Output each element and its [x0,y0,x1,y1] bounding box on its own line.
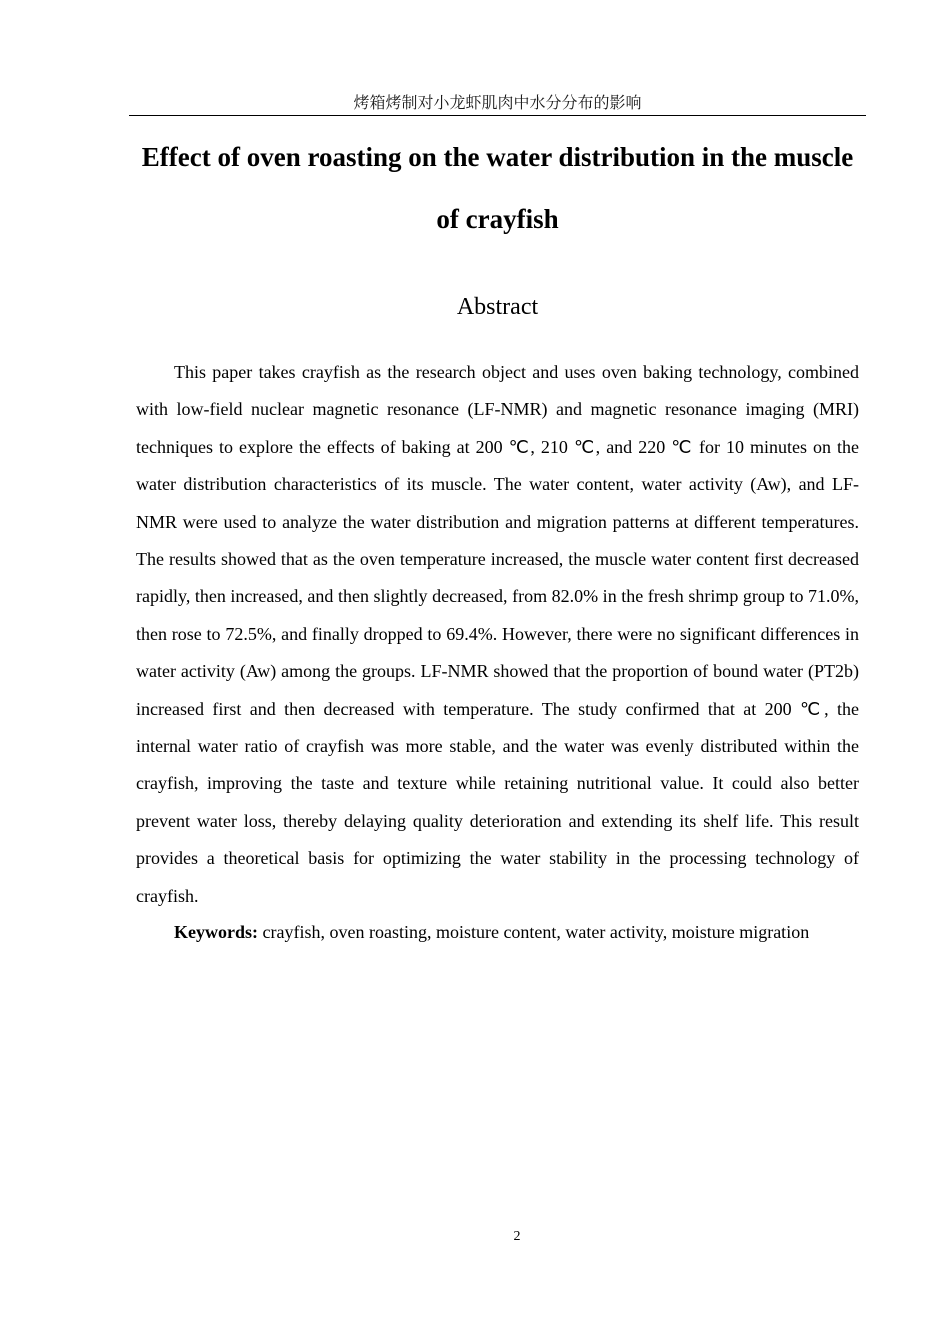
keywords-label: Keywords: [174,922,258,942]
keywords-line [136,914,859,950]
paper-title: Effect of oven roasting on the water distribution in the muscle of crayfish [141,142,854,234]
abstract-heading: Abstract [456,294,539,320]
abstract-body: This paper takes crayfish as the research object and uses oven baking technology, combined with low-field nuclear magnetic resonance (LF-NMR) and magnetic resonance imaging (MRI) techniques to explore the effects of baking at 200 ℃, 210 ℃, and 220 ℃ for 10 minutes on the water distribution characteristics of its muscle. The water content, water activity (Aw), and LF-NMR were used to analyze the water distribution and migration patterns at different temperatures. The results showed that as the oven temperature increased, the muscle water content first decreased rapidly, then increased, and then slightly decreased, from 82.0% in the fresh shrimp group to 71.0%, then rose to 72.5%, and finally dropped to 69.4%. However, there were no significant differences in water activity (Aw) among the groups. LF-NMR showed that the proportion of bound water (PT2b) increased first and then decreased with temperature. The study confirmed that at 200 ℃, the internal water ratio of crayfish was more stable, and the water was evenly distributed within the crayfish, improving the taste and texture while retaining nutritional value. It could also better prevent water loss, thereby delaying quality deterioration and extending its shelf life. This result provides a theoretical basis for optimizing the water stability in the processing technology of crayfish. [136,362,859,906]
header-rule [129,115,866,116]
keywords-text: crayfish, oven roasting, moisture content, water activity, moisture migration [258,922,810,942]
page-number: 2 [513,1229,521,1244]
running-header: 烤箱烤制对小龙虾肌肉中水分分布的影响 [353,93,642,112]
